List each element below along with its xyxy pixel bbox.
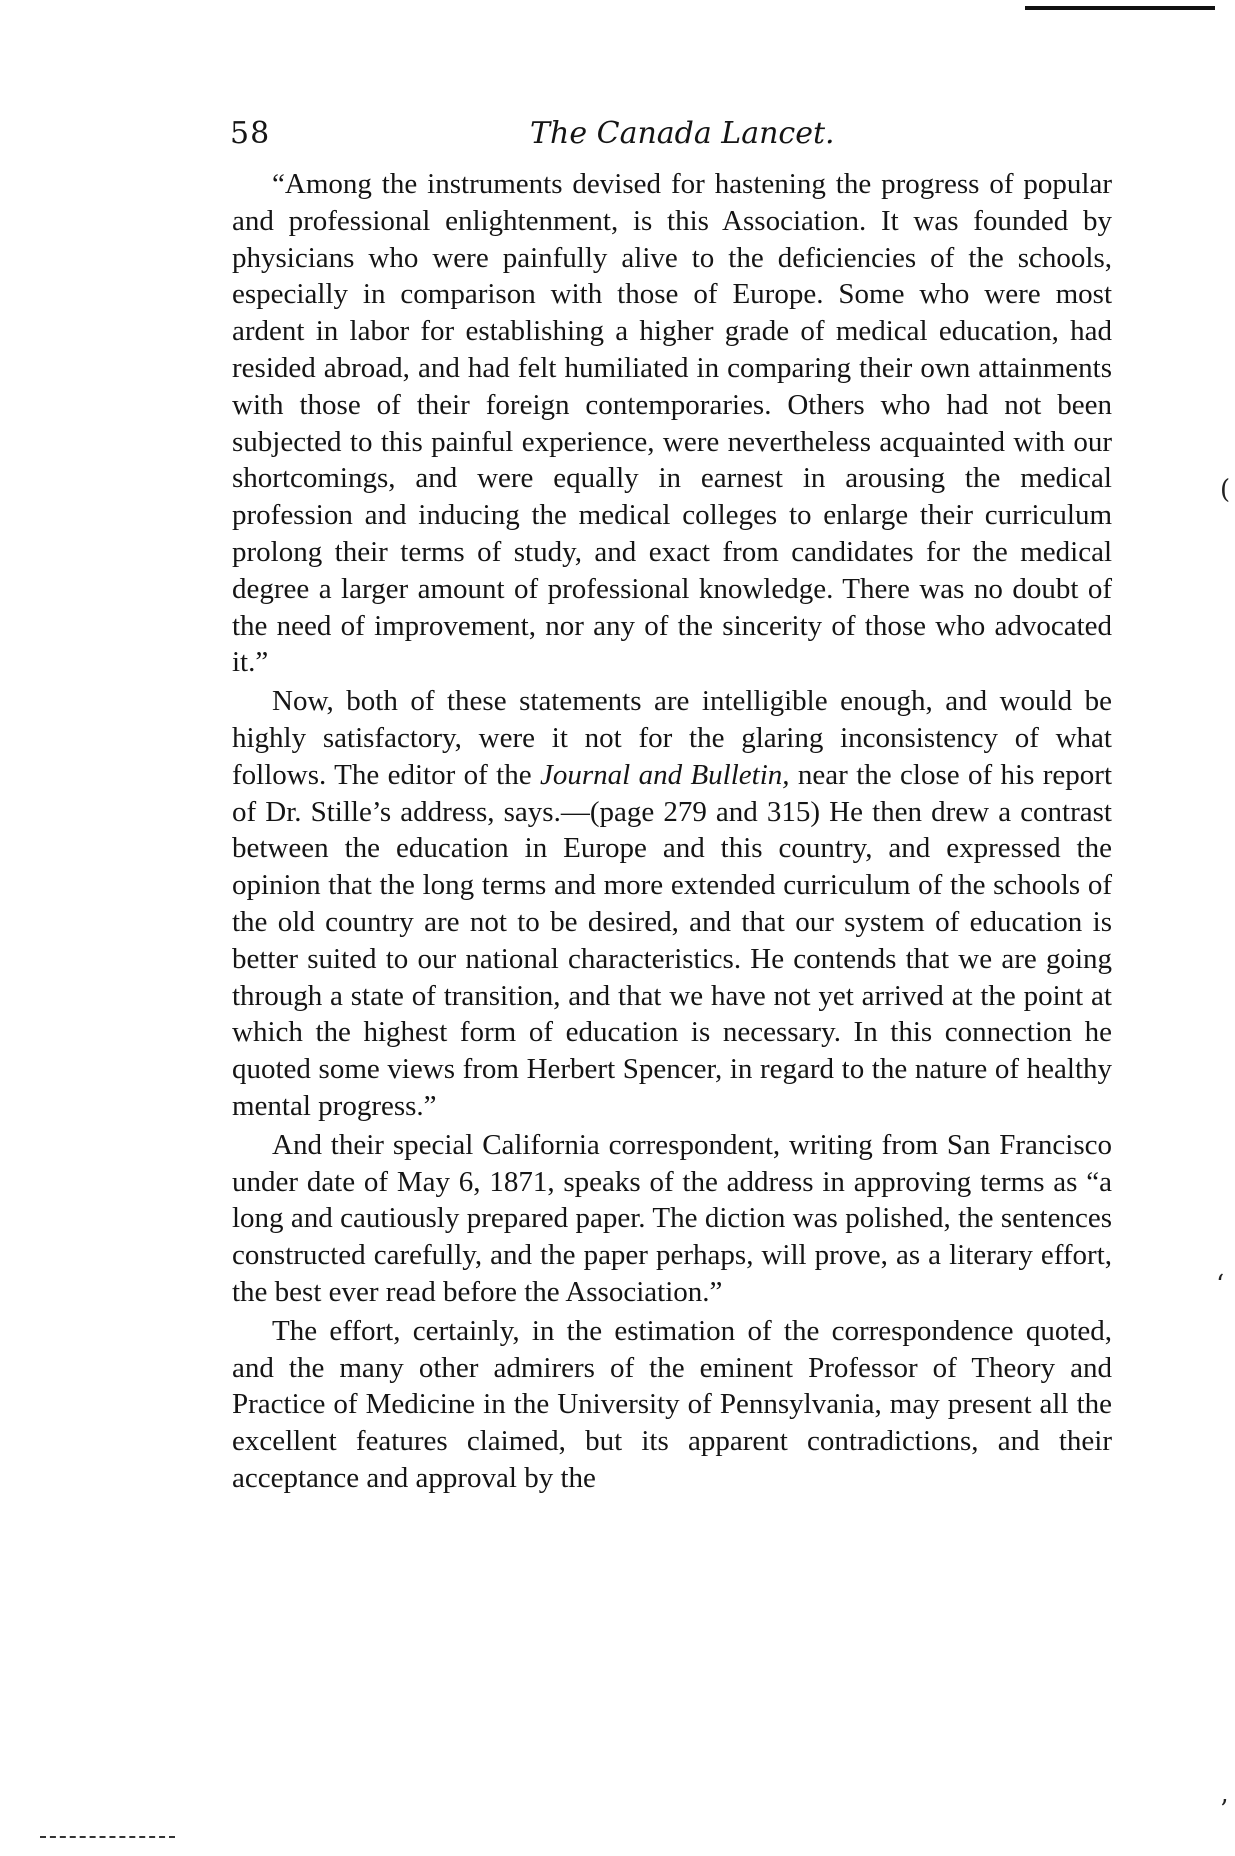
scan-margin-mark: ’: [1220, 1795, 1229, 1825]
article-body: [232, 166, 1112, 1497]
paragraph-inconsistency-part-2: near the close of his report of Dr. Stille’s address, says.—(page 279 and 315) He then drew a contrast between the education in Europe and this country, and expressed the opinion that the long terms and more extended curriculum of the schools of the old country are not to be desired, and that our system of education is better suited to our national characteristics. He contends that we are going through a state of transition, and that we have not yet arrived at the point at which the highest form of education is necessary. In this connection he quoted some views from Herbert Spencer, in regard to the nature of healthy mental progress.”: [232, 758, 1112, 1122]
paragraph-effort: The effort, certainly, in the estimation of the correspondence quoted, and the many other admirers of the eminent Professor of Theory and Practice of Medicine in the University of Pennsylvania, may present all the excellent features claimed, but its apparent contradictions, and their acceptance and approval by the: [232, 1314, 1112, 1494]
paragraph-quoted-association: “Among the instruments devised for hastening the progress of popular and professional enlightenment, is this Association. It was founded by physicians who were painfully alive to the deficiencies of the schools, especially in comparison with those of Europe. Some who were most ardent in labor for establishing a higher grade of medical education, had resided abroad, and had felt humiliated in comparing their own attainments with those of their foreign contemporaries. Others who had not been subjected to this painful experience, were nevertheless acquainted with our shortcomings, and were equally in earnest in arousing the medical profession and inducing the medical colleges to enlarge their curriculum prolong their terms of study, and exact from candidates for the medical degree a larger amount of professional knowledge. There was no doubt of the need of improvement, nor any of the sincerity of those who advocated it.”: [232, 168, 1112, 679]
paragraph-inconsistency: [232, 683, 1112, 1125]
scan-margin-mark: ‘: [1216, 1270, 1225, 1300]
paragraph-california-correspondent: And their special California correspondent, writing from San Francisco under date of May 6, 1871, speaks of the address in approving terms as “a long and cautiously prepared paper. The diction was polished, the sentences constructed carefully, and the paper perhaps, will prove, as a literary effort, the best ever read before the Association.”: [232, 1128, 1112, 1308]
page-header: [230, 116, 1110, 156]
journal-title-italic: Journal and Bulletin,: [539, 758, 790, 791]
paragraph-inconsistency-part-1: Now, both of these statements are intelligible enough, and would be highly satisfactory, were it not for the glaring inconsistency of what follows. The editor of the: [232, 685, 1112, 791]
running-title: The Canada Lancet.: [530, 116, 835, 151]
scan-bottom-mark: [40, 1836, 175, 1840]
scan-margin-mark: (: [1220, 475, 1231, 505]
page-number: 58: [230, 116, 271, 151]
top-edge-rule: [1025, 6, 1215, 10]
